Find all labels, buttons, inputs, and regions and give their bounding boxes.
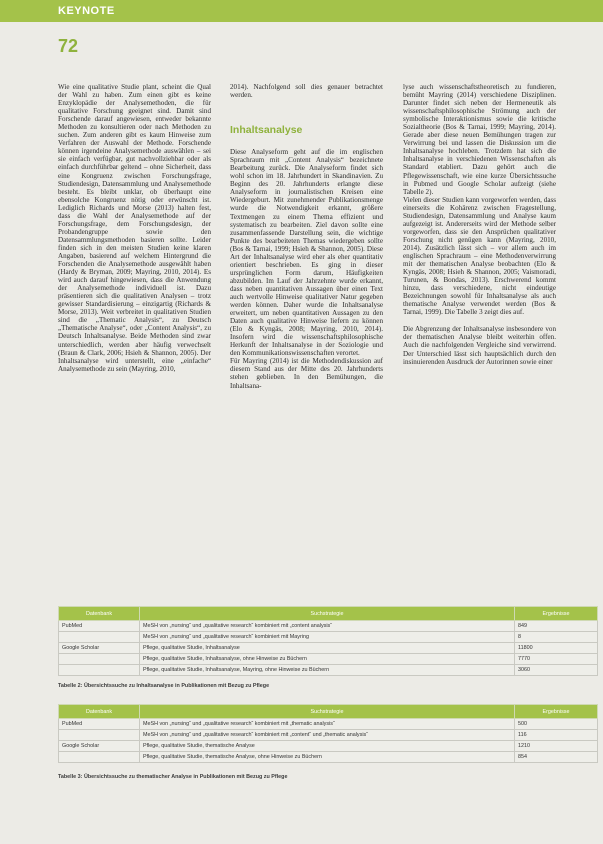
text-column-1 — [58, 83, 211, 373]
table-cell — [59, 665, 140, 676]
table-row — [59, 719, 598, 730]
table-row — [59, 665, 598, 676]
search-table-thematic-analysis — [58, 704, 598, 763]
paragraph: Die Abgrenzung der Inhaltsanalyse insbesondere von der thematischen Analyse bleibt weiterhin offen. Auch die nachfolgenden Vergleiche sind verwirrend. Der Unterschied lässt sich hauptsächlich durch den insinuierenden Ausdruck der Autorinnen sowie einer — [403, 325, 556, 366]
table-header-row — [59, 607, 598, 621]
table-row — [59, 730, 598, 741]
table-cell: Google Scholar — [59, 643, 140, 654]
column-header: Ergebnisse — [515, 705, 598, 719]
table-header-row — [59, 705, 598, 719]
table-cell: Pflege, qualitative Studie, thematische Analyse, ohne Hinweise zu Büchern — [140, 752, 515, 763]
table-cell: Pflege, qualitative Studie, Inhaltsanalyse, ohne Hinweise zu Büchern — [140, 654, 515, 665]
table-cell: MeSH von „nursing“ und „qualitative research“ kombiniert mit Mayring — [140, 632, 515, 643]
table-cell — [59, 632, 140, 643]
text-column-3 — [403, 83, 556, 366]
paragraph: 2014). Nachfolgend soll dies genauer betrachtet werden. — [230, 83, 383, 100]
table-cell: PubMed — [59, 621, 140, 632]
table-cell: 11800 — [515, 643, 598, 654]
table-cell: Pflege, qualitative Studie, Inhaltsanalyse — [140, 643, 515, 654]
table-cell: MeSH von „nursing“ und „qualitative research“ kombiniert mit „content analysis“ — [140, 621, 515, 632]
paragraph: Für Mayring (2014) ist die Methodendiskussion auf diesem Stand aus der Mitte des 20. Jahrhunderts stehen geblieben. In den Bemühungen, die Inhaltsana- — [230, 357, 383, 390]
table-caption: Tabelle 2: Übersichtssuche zu Inhaltsanalyse in Publikationen mit Bezug zu Pflege — [58, 683, 270, 689]
paragraph: Vielen dieser Studien kann vorgeworfen werden, dass einerseits die Kohärenz zwischen Fragestellung, Studiendesign, Datensammlung und Analyse kaum aufgezeigt ist. Andererseits wird der Methode selber vorgeworfen, dass sie den Ansprüchen qualitativer Forschung nicht genügen kann (Mayring, 2010, 2014). Zusätzlich lässt sich – vor allem auch im englischen Sprachraum – eine Methodenverwirrung mit der thematischen Analyse beobachten (Elo & Kyngäs, 2008; Hsieh & Shannon, 2005; Vaismoradi, Turunen, & Bondas, 2013). Erschwerend kommt hinzu, dass verschiedene, nicht eindeutige Bezeichnungen sowohl für Inhaltsanalyse als auch thematische Analyse verwendet werden (Bos & Tarnai, 1999). Die Tabelle 3 zeigt dies auf. — [403, 195, 556, 317]
column-header: Datenbank — [59, 705, 140, 719]
table-row — [59, 632, 598, 643]
paragraph: lyse auch wissenschaftstheoretisch zu fundieren, bemüht Mayring (2014) verschiedene Disziplinen. Darunter findet sich neben der Hermeneutik als wissenschaftsphilosophische Strömung auch der symbolische Interaktionismus sowie die kritische Sozialtheorie (Bos & Tarnai, 1999; Mayring, 2014). Gerade aber diese neuen Bemühungen tragen zur Verwirrung bei und lassen die Diskussion um die Inhaltsanalyse hochleben. Trotzdem hat sich die Inhaltsanalyse in verschiedenen Wissenschaften als Standard etabliert. Dazu gehört auch die Pflegewissenschaft, wie eine kurze Übersichtssuche in Pubmed und Google Scholar aufzeigt (siehe Tabelle 2). — [403, 83, 556, 196]
header-bar — [0, 0, 603, 22]
column-header: Suchstrategie — [140, 607, 515, 621]
search-table-content-analysis — [58, 606, 598, 676]
table-cell: PubMed — [59, 719, 140, 730]
text-column-2 — [230, 83, 383, 390]
table-cell: 849 — [515, 621, 598, 632]
page-number: 72 — [58, 36, 79, 56]
table-cell: MeSH von „nursing“ und „qualitative research“ kombiniert mit „thematic analysis“ — [140, 719, 515, 730]
table-cell: 8 — [515, 632, 598, 643]
table-cell: Pflege, qualitative Studie, Inhaltsanalyse, Mayring, ohne Hinweise zu Büchern — [140, 665, 515, 676]
table-caption: Tabelle 3: Übersichtssuche zu thematischer Analyse in Publikationen mit Bezug zu Pflege — [58, 774, 288, 780]
table-cell — [59, 654, 140, 665]
table-cell — [59, 752, 140, 763]
table-row — [59, 643, 598, 654]
column-header: Suchstrategie — [140, 705, 515, 719]
table-cell: Google Scholar — [59, 741, 140, 752]
table-cell: 116 — [515, 730, 598, 741]
table-cell: MeSH von „nursing“ und „qualitative research“ kombiniert mit „content“ und „thematic analysis“ — [140, 730, 515, 741]
table-cell: 7770 — [515, 654, 598, 665]
table-cell: 500 — [515, 719, 598, 730]
paragraph: Wie eine qualitative Studie plant, scheint die Qual der Wahl zu haben. Zum einen gibt es keine Enzyklopädie der Analysemethoden, die für qualitative Forschung geeignet sind. Damit sind Forschende darauf angewiesen, entweder bekannte Methoden zu konsultieren oder nach Methoden zu suchen. Zum anderen gibt es kaum Hinweise zum Verfahren der Auswahl der Methode. Forschende können irgendeine Analysemethode auswählen – sei sie einfach verfügbar, gut nachvollziehbar oder als einfach durchführbar geltend – ohne Sicherheit, dass eine Kongruenz zwischen Forschungsfrage, Studiendesign, Datensammlung und Analysemethode besteht. Es bleibt unklar, ob überhaupt eine ebensolche Kongruenz nötig oder erwünscht ist. Lediglich Richards und Morse (2013) halten fest, dass die Wahl der Analysemethode auf der Forschungsfrage, dem Forschungsdesign, der Probandengruppe sowie den Datensammlungsmethoden basieren sollte. Leider finden sich in den meisten Studien keine klaren Angaben, basierend auf welchem Hintergrund die Forschenden die Analysemethode ausgewählt haben (Hardy & Bryman, 2009; Mayring, 2010, 2014). Es wird auch darauf hingewiesen, dass die Anwendung der Analysemethode individuell ist. Dazu präsentieren sich die qualitativen Analysen – trotz gewisser Standardisierung – einzigartig (Richards & Morse, 2013). Weit verbreitet in qualitativen Studien sind die „Thematic Analysis“, zu Deutsch „Thematische Analyse“, oder „Content Analysis“, zu Deutsch Inhaltsanalyse. Beide Methoden sind zwar unterschiedlich, werden aber häufig verwechselt (Braun & Clark, 2006; Hsieh & Shannon, 2005). Der Inhaltsanalyse wird unterstellt, eine „einfache“ Analysemethode zu sein (Mayring, 2010, — [58, 83, 211, 373]
table-cell: 854 — [515, 752, 598, 763]
table-cell — [59, 730, 140, 741]
table-cell: 1210 — [515, 741, 598, 752]
table-cell: 3060 — [515, 665, 598, 676]
column-header: Datenbank — [59, 607, 140, 621]
paragraph: Diese Analyseform geht auf die im englischen Sprachraum mit „Content Analysis“ bezeichnete Bearbeitung zurück. Die Analyseform findet sich wohl schon im 18. Jahrhundert in Skandinavien. Zu Beginn des 20. Jahrhunderts erlangte diese Analyseform in journalistischen Kreisen eine Wiedergeburt. Mit zunehmender Publikationsmenge wurde die Notwendigkeit erkannt, größere Textmengen zu einem Thema effizient und systematisch zu bearbeiten. Ziel davon sollte eine zusammenfassende Darstellung sein, die wichtige Punkte des bearbeiteten Themas wiedergeben sollte (Bos & Tarnai, 1999; Hsieh & Shannon, 2005). Diese Art der Inhaltsanalyse wird eher als eher quantitativ orientiert beschrieben. Es ging in dieser ursprünglichen Form darum, Häufigkeiten abzubilden. Im Lauf der Jahrzehnte wurde erkannt, dass neben quantitativen Aussagen über einen Text auch wertvolle Hinweise qualitativer Natur gegeben werden können. Daher wurde die Inhaltsanalyse erweitert, um neben quantitativen Aussagen zu den Daten auch qualitative Hinweise liefern zu können (Elo & Kyngäs, 2008; Mayring, 2010, 2014). Insofern wird die wissenschaftsphilosophische Herkunft der Inhaltsanalyse in der Soziologie und den Kommunikationswissenschaften verortet. — [230, 148, 383, 358]
table-row — [59, 741, 598, 752]
table-cell: Pflege, qualitative Studie, thematische Analyse — [140, 741, 515, 752]
column-header: Ergebnisse — [515, 607, 598, 621]
table-row — [59, 654, 598, 665]
table-row — [59, 621, 598, 632]
table-row — [59, 752, 598, 763]
section-heading: Inhaltsanalyse — [230, 124, 303, 137]
section-label: KEYNOTE — [58, 5, 115, 17]
paragraph-gap — [403, 316, 556, 325]
